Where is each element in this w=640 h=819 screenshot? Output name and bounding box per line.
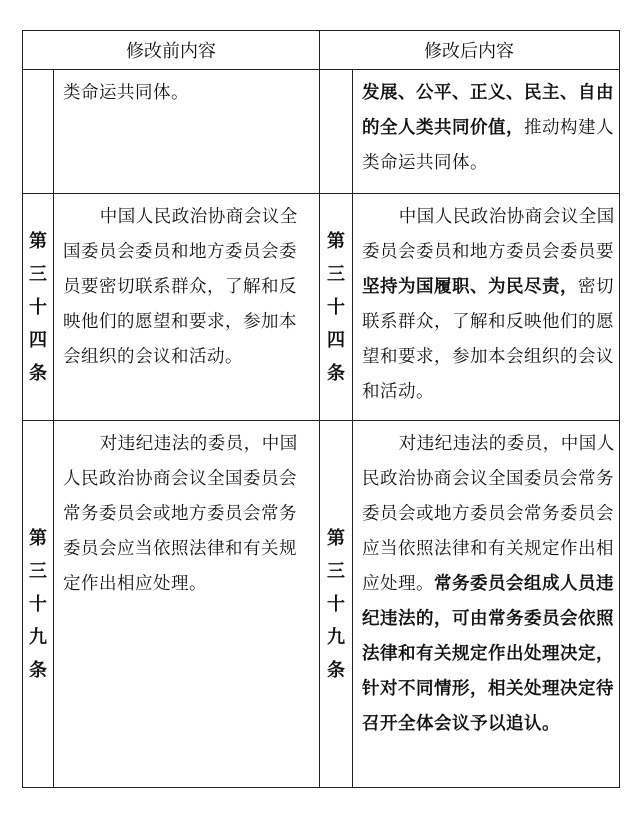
row3-before-text: 对违纪违法的委员，中国人民政治协商会议全国委员会常务委员会或地方委员会常务委员会应当依照法律和有关规定作出相应处理。 [63, 434, 298, 594]
row1-before-text: 类命运共同体。 [63, 83, 189, 103]
table-header-row [22, 30, 620, 70]
article-39-label-before: 第 三 十 九 条 [29, 527, 47, 681]
row2-after-text [362, 200, 616, 410]
row1-after-bold: 发展、公平、正义、民主、自由的全人类共同价值， [362, 83, 614, 138]
article-34-label-after: 第 三 十 四 条 [327, 230, 345, 384]
row1-after-text [362, 76, 616, 181]
column-divider [319, 70, 320, 193]
header-after-content: 修改后内容 [424, 41, 514, 62]
table-row-continuation [22, 70, 620, 194]
header-before-content: 修改前内容 [126, 41, 216, 62]
row2-before-text: 中国人民政治协商会议全国委员会委员和地方委员会委员要密切联系群众，了解和反映他们的愿望和要求，参加本会组织的会议和活动。 [63, 207, 298, 367]
table-row-article-34 [22, 194, 620, 421]
article-divider-right [352, 70, 353, 193]
row2-after-tail: 密切联系群众，了解和反映他们的愿望和要求，参加本会组织的会议和活动。 [362, 277, 614, 402]
row1-after-tail: 推动构建人类命运共同体。 [362, 118, 614, 173]
row2-after-bold: 坚持为国履职、为民尽责， [362, 277, 578, 297]
article-39-label-after: 第 三 十 九 条 [327, 527, 345, 681]
row3-after-head: 对违纪违法的委员，中国人民政治协商会议全国委员会常务委员会或地方委员会常务委员会应当依照法律和有关规定作出相应处理。 [362, 434, 615, 594]
article-divider-left [53, 194, 54, 420]
article-divider-right [352, 194, 353, 420]
article-divider-left [53, 421, 54, 787]
article-divider-left [53, 70, 54, 193]
row3-after-bold: 常务委员会组成人员违纪违法的，可由常务委员会依照法律和有关规定作出处理决定，针对不同情形，相关处理决定待召开全体会议予以追认。 [362, 574, 614, 734]
revision-table [22, 30, 620, 788]
column-divider [319, 194, 320, 420]
column-divider [319, 421, 320, 787]
row2-after-head: 中国人民政治协商会议全国委员会委员和地方委员会委员要 [362, 207, 615, 262]
row3-after-text [362, 427, 616, 742]
article-divider-right [352, 421, 353, 787]
table-row-article-39 [22, 421, 620, 788]
article-34-label-before: 第 三 十 四 条 [29, 230, 47, 384]
